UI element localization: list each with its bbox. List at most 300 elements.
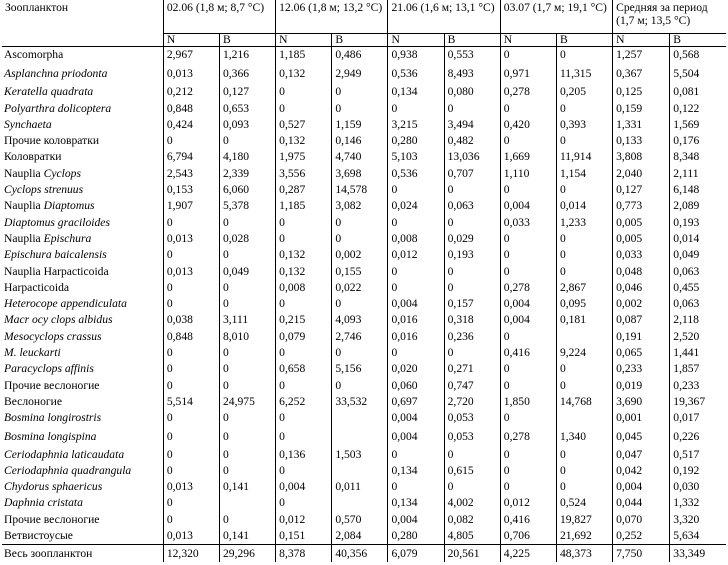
value-n: 0,658 xyxy=(276,361,332,377)
table-row xyxy=(2,84,726,100)
taxon-name: Bosmina longispina xyxy=(4,429,97,443)
value-n: 0 xyxy=(500,463,556,479)
taxon-name: M. leuckarti xyxy=(4,346,61,360)
value-n: 0,004 xyxy=(388,427,444,447)
value-b: 0,080 xyxy=(444,84,500,100)
total-value-n: 6,079 xyxy=(388,545,444,563)
value-n: 0 xyxy=(500,361,556,377)
value-b: 0,063 xyxy=(444,198,500,214)
value-b: 0 xyxy=(444,215,500,231)
value-b: 0,486 xyxy=(332,47,388,64)
taxon-name: Прочие веслоногие xyxy=(4,378,100,392)
value-b: 5,378 xyxy=(219,198,275,214)
value-n: 0,070 xyxy=(613,512,670,528)
table-row xyxy=(2,47,726,64)
value-n: 0 xyxy=(276,215,332,231)
table-row xyxy=(2,231,726,247)
value-b: 9,224 xyxy=(556,345,612,361)
value-n: 0 xyxy=(500,264,556,280)
table-row xyxy=(2,378,726,394)
value-b: 8,493 xyxy=(444,63,500,84)
subheader-n: N xyxy=(163,34,219,47)
value-n: 0,013 xyxy=(163,264,219,280)
value-n: 0 xyxy=(163,280,219,296)
value-b: 0,615 xyxy=(444,463,500,479)
value-n: 0,134 xyxy=(388,463,444,479)
value-n: 1,669 xyxy=(500,149,556,165)
value-n: 3,808 xyxy=(613,149,670,165)
value-n: 0 xyxy=(388,215,444,231)
value-n: 0,280 xyxy=(388,133,444,149)
value-n: 0 xyxy=(163,133,219,149)
value-b: 0,017 xyxy=(670,410,726,426)
value-n: 0,008 xyxy=(388,231,444,247)
value-n: 0,016 xyxy=(388,329,444,345)
table-row xyxy=(2,329,726,345)
value-n: 1,185 xyxy=(276,47,332,64)
total-value-b: 29,296 xyxy=(219,545,275,563)
value-b: 8,348 xyxy=(670,149,726,165)
value-b: 2,867 xyxy=(556,280,612,296)
value-n: 0,287 xyxy=(276,182,332,198)
value-n: 0,191 xyxy=(613,329,670,345)
value-n: 0,047 xyxy=(613,447,670,463)
value-n: 0 xyxy=(163,447,219,463)
value-n: 0,416 xyxy=(500,512,556,528)
value-n: 5,514 xyxy=(163,394,219,410)
value-b: 0 xyxy=(219,361,275,377)
zooplankton-table xyxy=(2,0,726,562)
value-n: 0 xyxy=(388,447,444,463)
value-b xyxy=(556,410,612,426)
value-b: 2,949 xyxy=(332,63,388,84)
value-n: 0 xyxy=(388,182,444,198)
value-b: 6,060 xyxy=(219,182,275,198)
table-row xyxy=(2,345,726,361)
table-body xyxy=(2,47,726,545)
taxon-name: Nauplia Harpacticoida xyxy=(4,264,109,278)
taxon-name: Прочие коловратки xyxy=(4,134,100,148)
taxon-name: Synchaeta xyxy=(4,117,52,131)
value-n: 1,110 xyxy=(500,166,556,182)
value-n: 0 xyxy=(500,329,556,345)
value-b: 2,339 xyxy=(219,166,275,182)
value-b: 0 xyxy=(556,479,612,495)
total-label: Весь зоопланктон xyxy=(2,545,163,563)
value-n: 0,004 xyxy=(388,296,444,312)
subheader-b: B xyxy=(332,34,388,47)
value-b: 0 xyxy=(444,447,500,463)
value-b: 0,141 xyxy=(219,528,275,545)
taxon-name: Diaptomus graciloides xyxy=(4,215,110,229)
value-n: 2,543 xyxy=(163,166,219,182)
value-b: 21,692 xyxy=(556,528,612,545)
total-row xyxy=(2,545,726,563)
value-n: 0 xyxy=(500,247,556,263)
value-b: 0,482 xyxy=(444,133,500,149)
subheader-b: B xyxy=(556,34,612,47)
taxon-name-prefix: Nauplia xyxy=(4,166,44,180)
value-b: 0 xyxy=(556,264,612,280)
subheader-n: N xyxy=(276,34,332,47)
value-b: 0,205 xyxy=(556,84,612,100)
value-b: 0,014 xyxy=(670,231,726,247)
value-n: 0,016 xyxy=(388,312,444,328)
value-b: 0,157 xyxy=(444,296,500,312)
value-n: 0,367 xyxy=(613,63,670,84)
table-row xyxy=(2,182,726,198)
value-b: 0 xyxy=(556,133,612,149)
value-b: 3,320 xyxy=(670,512,726,528)
value-b: 3,494 xyxy=(444,117,500,133)
value-b: 0,568 xyxy=(670,47,726,64)
table-row xyxy=(2,495,726,511)
value-n: 0 xyxy=(500,47,556,64)
value-b: 0,030 xyxy=(670,479,726,495)
value-b: 0,192 xyxy=(670,463,726,479)
taxon-name: Heterocope appendiculata xyxy=(4,297,127,311)
total-value-b: 40,356 xyxy=(332,545,388,563)
value-b xyxy=(556,329,612,345)
value-b: 0 xyxy=(219,280,275,296)
table-row xyxy=(2,101,726,117)
value-b: 0,002 xyxy=(332,247,388,263)
taxon-name: Коловратки xyxy=(4,150,62,164)
value-b: 1,233 xyxy=(556,215,612,231)
taxon-name: Mesocyclops crassus xyxy=(4,329,102,343)
table-row xyxy=(2,528,726,545)
value-n: 1,257 xyxy=(613,47,670,64)
value-n: 0,033 xyxy=(500,215,556,231)
value-n: 0,134 xyxy=(388,84,444,100)
value-n: 2,967 xyxy=(163,47,219,64)
taxon-name: Веслоногие xyxy=(4,394,63,408)
value-n: 0,527 xyxy=(276,117,332,133)
value-b: 0,063 xyxy=(670,296,726,312)
value-b: 0 xyxy=(219,345,275,361)
value-b xyxy=(332,463,388,479)
subheader-b: B xyxy=(444,34,500,47)
value-b: 0,524 xyxy=(556,495,612,511)
value-b: 11,914 xyxy=(556,149,612,165)
value-b xyxy=(332,495,388,511)
value-n: 0 xyxy=(163,361,219,377)
value-b: 8,010 xyxy=(219,329,275,345)
header-date-3: 21.06 (1,6 м; 13,1 °С) xyxy=(388,0,500,34)
value-b: 0,081 xyxy=(670,84,726,100)
value-n: 0,125 xyxy=(613,84,670,100)
value-b: 0,014 xyxy=(556,198,612,214)
taxon-name: Asplanchna priodonta xyxy=(4,67,108,81)
value-n: 0 xyxy=(163,427,219,447)
value-b xyxy=(332,427,388,447)
subheader-n: N xyxy=(500,34,556,47)
value-n: 0 xyxy=(500,410,556,426)
value-n: 0,004 xyxy=(388,512,444,528)
value-b: 2,089 xyxy=(670,198,726,214)
taxon-name-prefix: Nauplia xyxy=(4,231,44,245)
value-n: 0 xyxy=(276,427,332,447)
value-b: 0 xyxy=(556,101,612,117)
value-b: 0,146 xyxy=(332,133,388,149)
value-n: 0,012 xyxy=(500,495,556,511)
table-row xyxy=(2,166,726,182)
value-n: 0,536 xyxy=(388,63,444,84)
header-period-average: Средняя за период (1,7 м; 13,5 °С) xyxy=(613,0,726,34)
value-b: 0 xyxy=(556,463,612,479)
value-b: 1,857 xyxy=(670,361,726,377)
value-n: 1,185 xyxy=(276,198,332,214)
value-b: 0,455 xyxy=(670,280,726,296)
value-n: 0,420 xyxy=(500,117,556,133)
value-n: 0,132 xyxy=(276,264,332,280)
value-b: 0,193 xyxy=(444,247,500,263)
value-n: 0,132 xyxy=(276,247,332,263)
value-b: 0 xyxy=(444,101,500,117)
taxon-name: Polyarthra dolicoptera xyxy=(4,101,112,115)
value-b: 19,827 xyxy=(556,512,612,528)
value-b: 0,049 xyxy=(670,247,726,263)
value-b: 0 xyxy=(332,345,388,361)
taxon-name: Keratella quadrata xyxy=(4,85,94,99)
value-b: 0,318 xyxy=(444,312,500,328)
value-b: 5,156 xyxy=(332,361,388,377)
value-n: 0,848 xyxy=(163,329,219,345)
header-label: Зоопланктон xyxy=(2,0,163,47)
value-n: 0 xyxy=(163,512,219,528)
value-b: 3,698 xyxy=(332,166,388,182)
value-b: 0 xyxy=(444,345,500,361)
taxon-name xyxy=(2,231,163,247)
value-b: 0,747 xyxy=(444,378,500,394)
table-row xyxy=(2,215,726,231)
table-row xyxy=(2,410,726,426)
value-b: 2,118 xyxy=(670,312,726,328)
value-n: 0,004 xyxy=(500,198,556,214)
value-b: 0 xyxy=(556,447,612,463)
table-row xyxy=(2,133,726,149)
value-b: 0,028 xyxy=(219,231,275,247)
value-b: 0 xyxy=(556,247,612,263)
value-b: 1,159 xyxy=(332,117,388,133)
value-b: 0,093 xyxy=(219,117,275,133)
value-b: 4,002 xyxy=(444,495,500,511)
header-row xyxy=(2,0,726,34)
value-n: 0,024 xyxy=(388,198,444,214)
value-n: 1,975 xyxy=(276,149,332,165)
table-row xyxy=(2,63,726,84)
value-b: 1,569 xyxy=(670,117,726,133)
value-b xyxy=(332,410,388,426)
value-n: 0,060 xyxy=(388,378,444,394)
table-row xyxy=(2,264,726,280)
value-b: 0,271 xyxy=(444,361,500,377)
value-b: 0 xyxy=(556,361,612,377)
table-row xyxy=(2,361,726,377)
value-b: 2,746 xyxy=(332,329,388,345)
table-row xyxy=(2,312,726,328)
value-b: 0,653 xyxy=(219,101,275,117)
value-n: 0,004 xyxy=(500,296,556,312)
value-b: 2,520 xyxy=(670,329,726,345)
value-b: 0,393 xyxy=(556,117,612,133)
value-n: 1,331 xyxy=(613,117,670,133)
value-b: 0,029 xyxy=(444,231,500,247)
value-n: 0 xyxy=(500,447,556,463)
total-value-n: 7,750 xyxy=(613,545,670,563)
value-n: 0,004 xyxy=(613,479,670,495)
value-b: 0,570 xyxy=(332,512,388,528)
value-n: 0 xyxy=(276,463,332,479)
taxon-name: Epischura baicalensis xyxy=(4,248,107,262)
value-n: 0,002 xyxy=(613,296,670,312)
value-n: 0,013 xyxy=(163,63,219,84)
subheader-b: B xyxy=(219,34,275,47)
value-b: 0 xyxy=(219,463,275,479)
value-b: 2,111 xyxy=(670,166,726,182)
value-n: 0,848 xyxy=(163,101,219,117)
value-b: 0,517 xyxy=(670,447,726,463)
value-n: 0 xyxy=(388,101,444,117)
value-n: 0,697 xyxy=(388,394,444,410)
value-b: 0,553 xyxy=(444,47,500,64)
value-b: 0,193 xyxy=(670,215,726,231)
taxon-name: Ветвистоусые xyxy=(2,528,163,545)
taxon-name: Ceriodaphnia quadrangula xyxy=(4,463,132,477)
value-b: 0 xyxy=(219,378,275,394)
taxon-name: Bosmina longirostris xyxy=(4,411,102,425)
value-n: 0,004 xyxy=(276,479,332,495)
value-b: 0 xyxy=(219,427,275,447)
value-b: 0 xyxy=(332,84,388,100)
value-n: 0 xyxy=(163,378,219,394)
value-b: 0 xyxy=(556,182,612,198)
header-date-4: 03.07 (1,7 м; 19,1 °С) xyxy=(500,0,612,34)
value-n: 0,045 xyxy=(613,427,670,447)
value-b: 0,233 xyxy=(670,378,726,394)
value-n: 0 xyxy=(500,101,556,117)
value-b: 0 xyxy=(332,101,388,117)
value-b: 0 xyxy=(444,479,500,495)
value-n: 0 xyxy=(388,479,444,495)
value-n: 0 xyxy=(500,231,556,247)
header-date-2: 12.06 (1,8 м; 13,2 °С) xyxy=(276,0,388,34)
value-b: 0 xyxy=(332,231,388,247)
value-n: 0 xyxy=(163,495,219,511)
value-n: 0,159 xyxy=(613,101,670,117)
value-n: 0 xyxy=(276,231,332,247)
value-n: 0 xyxy=(500,479,556,495)
value-b: 0,141 xyxy=(219,479,275,495)
value-n: 0 xyxy=(388,280,444,296)
value-b: 6,148 xyxy=(670,182,726,198)
value-n: 0,127 xyxy=(613,182,670,198)
value-n: 3,556 xyxy=(276,166,332,182)
taxon-name: Paracyclops affinis xyxy=(4,362,94,376)
value-n: 0,013 xyxy=(163,528,219,545)
value-b: 0,707 xyxy=(444,166,500,182)
value-b: 19,367 xyxy=(670,394,726,410)
taxon-name: Прочие веслоногие xyxy=(4,512,100,526)
taxon-name-prefix: Nauplia xyxy=(4,199,44,213)
table-row xyxy=(2,296,726,312)
value-n: 2,040 xyxy=(613,166,670,182)
value-n: 0,136 xyxy=(276,447,332,463)
header-date-1: 02.06 (1,8 м; 8,7 °С) xyxy=(163,0,275,34)
total-value-n: 8,378 xyxy=(276,545,332,563)
value-n: 0,278 xyxy=(500,280,556,296)
value-b: 0,181 xyxy=(556,312,612,328)
value-b: 0 xyxy=(444,280,500,296)
value-n: 0 xyxy=(163,410,219,426)
value-n: 0,005 xyxy=(613,231,670,247)
value-n: 0 xyxy=(163,215,219,231)
value-n: 0,278 xyxy=(500,427,556,447)
value-n: 0,971 xyxy=(500,63,556,84)
value-n: 0 xyxy=(276,296,332,312)
value-n: 0,536 xyxy=(388,166,444,182)
table-row xyxy=(2,198,726,214)
value-b: 0,011 xyxy=(332,479,388,495)
value-n: 0,252 xyxy=(613,528,670,545)
value-b: 1,154 xyxy=(556,166,612,182)
value-n: 0,001 xyxy=(613,410,670,426)
value-b: 0 xyxy=(219,215,275,231)
value-b: 0 xyxy=(556,231,612,247)
value-b: 0,022 xyxy=(332,280,388,296)
value-b: 4,093 xyxy=(332,312,388,328)
table-row xyxy=(2,149,726,165)
taxon-name xyxy=(2,166,163,182)
taxon-name: Cyclops strenuus xyxy=(4,183,84,197)
value-b: 0,176 xyxy=(670,133,726,149)
value-b: 1,332 xyxy=(670,495,726,511)
value-n: 0,008 xyxy=(276,280,332,296)
subheader-b: B xyxy=(670,34,726,47)
value-n: 0,038 xyxy=(163,312,219,328)
taxon-name: Ceriodaphnia laticaudata xyxy=(4,447,125,461)
value-b: 4,805 xyxy=(444,528,500,545)
value-b: 2,084 xyxy=(332,528,388,545)
value-b: 0 xyxy=(219,247,275,263)
total-value-b: 48,373 xyxy=(556,545,612,563)
total-value-b: 33,349 xyxy=(670,545,726,563)
value-b: 0 xyxy=(332,378,388,394)
value-n: 0,012 xyxy=(276,512,332,528)
value-n: 0,280 xyxy=(388,528,444,545)
value-b: 0,155 xyxy=(332,264,388,280)
value-n: 0,044 xyxy=(613,495,670,511)
value-b: 0,236 xyxy=(444,329,500,345)
value-b: 0 xyxy=(219,447,275,463)
value-n: 0 xyxy=(163,296,219,312)
value-n: 0,079 xyxy=(276,329,332,345)
subheader-n: N xyxy=(388,34,444,47)
value-b: 5,634 xyxy=(670,528,726,545)
value-n: 0,215 xyxy=(276,312,332,328)
value-n: 0,132 xyxy=(276,133,332,149)
value-b: 13,036 xyxy=(444,149,500,165)
value-n: 0,013 xyxy=(163,231,219,247)
value-n: 3,690 xyxy=(613,394,670,410)
value-b: 3,111 xyxy=(219,312,275,328)
table-row xyxy=(2,512,726,528)
value-b: 0,366 xyxy=(219,63,275,84)
value-n: 0,048 xyxy=(613,264,670,280)
value-b: 0 xyxy=(219,296,275,312)
value-b: 0 xyxy=(219,133,275,149)
value-b: 0,049 xyxy=(219,264,275,280)
